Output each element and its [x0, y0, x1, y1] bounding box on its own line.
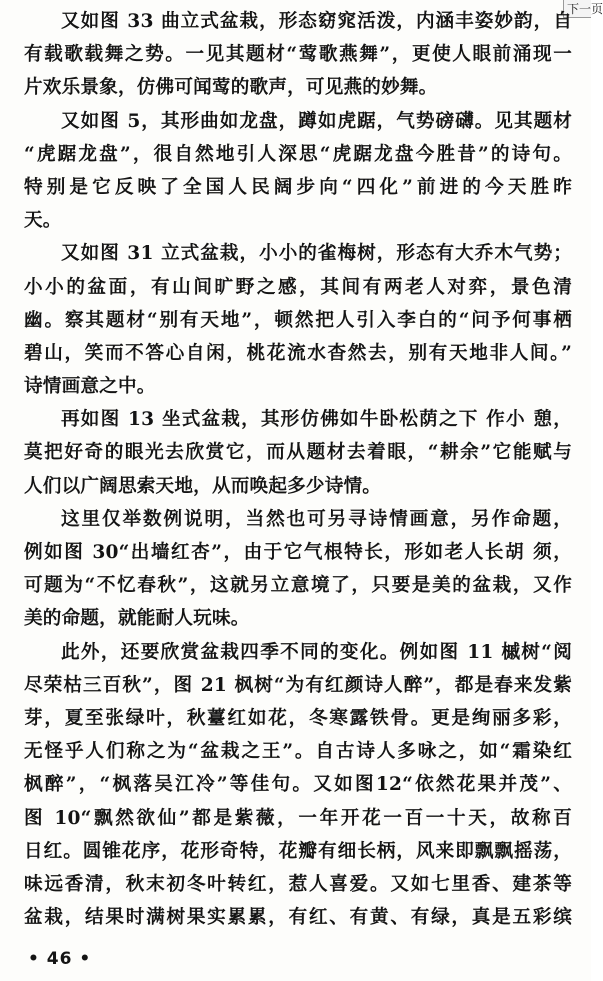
page-number: • 46 • [28, 949, 92, 969]
text-line: 无怪乎人们称之为“盆栽之王”。自古诗人多咏之，如“霜染红 [24, 741, 572, 763]
text-line: 又如图 5，其形曲如龙盘，蹲如虎踞，气势磅礴。见其题材 [61, 110, 572, 132]
text-line: 味远香清，秋末初冬叶转红，惹人喜爱。又如七里香、建茶等 [24, 873, 572, 895]
text-line: 图 10“飘然欲仙”都是紫薇，一年开花一百一十天，故称百 [24, 807, 572, 829]
text-line: 日红。圆锥花序，花形奇特，花瓣有细长柄，风来即飘飘摇荡， [24, 840, 572, 862]
text-line: 碧山，笑而不答心自闲，桃花流水杳然去，别有天地非人间。” [24, 342, 572, 364]
text-line: 特别是它反映了全国人民阔步向“四化”前进的今天胜昨 [24, 176, 572, 198]
text-line: 又如图 33 曲立式盆栽，形态窈窕活泼，内涵丰姿妙韵，自 [61, 11, 572, 32]
text-line: “虎踞龙盘”，很自然地引人深思“虎踞龙盘今胜昔”的诗句。 [24, 143, 572, 165]
text-line: 此外，还要欣赏盆栽四季不同的变化。例如图 11 槭树“阅 [61, 641, 572, 663]
text-line: 尽荣枯三百秋”，图 21 枫树“为有红颜诗人醉”，都是春来发紫 [24, 674, 572, 696]
text-line: 芽，夏至张绿叶，秋薹红如花，冬寒露铁骨。更是绚丽多彩， [24, 707, 572, 729]
text-line: 这里仅举数例说明，当然也可另寻诗情画意，另作命题， [61, 508, 572, 530]
text-line: 诗情画意之中。 [24, 376, 156, 398]
text-line: 莫把好奇的眼光去欣赏它，而从题材去着眼，“耕余”它能赋与 [24, 442, 572, 464]
text-line: 天。 [24, 210, 62, 232]
text-line: 可题为“不忆春秋”，这就另立意境了，只要是美的盆栽，又作 [24, 575, 572, 597]
body-text [24, 5, 572, 934]
text-line: 美的命题，就能耐人玩味。 [24, 608, 250, 630]
text-line: 小小的盆面，有山间旷野之感，其间有两老人对弈，景色清 [24, 276, 572, 298]
text-line: 枫醉”，“枫落吴江冷”等佳句。又如图12“依然花果并茂”、 [24, 774, 572, 796]
text-line: 片欢乐景象，仿佛可闻莺的歌声，可见燕的妙舞。 [24, 77, 438, 99]
text-line: 有载歌载舞之势。一见其题材“莺歌燕舞”，更使人眼前涌现一 [24, 44, 572, 66]
text-line: 盆栽，结果时满树果实累累，有红、有黄、有绿，真是五彩缤 [24, 907, 572, 929]
text-line: 幽。察其题材“别有天地”，顿然把人引入李白的“问予何事栖 [24, 309, 572, 331]
text-line: 人们以广阔思索天地，从而唤起多少诗情。 [24, 475, 382, 497]
next-page-button[interactable]: 下一页 [563, 0, 591, 18]
text-line: 例如图 30“出墙红杏”，由于它气根特长，形如老人长胡 须， [24, 542, 572, 563]
text-line: 又如图 31 立式盆栽，小小的雀梅树，形态有大乔木气势； [61, 243, 572, 265]
text-line: 再如图 13 坐式盆栽，其形仿佛如牛卧松荫之下 作小 憩， [61, 409, 572, 431]
